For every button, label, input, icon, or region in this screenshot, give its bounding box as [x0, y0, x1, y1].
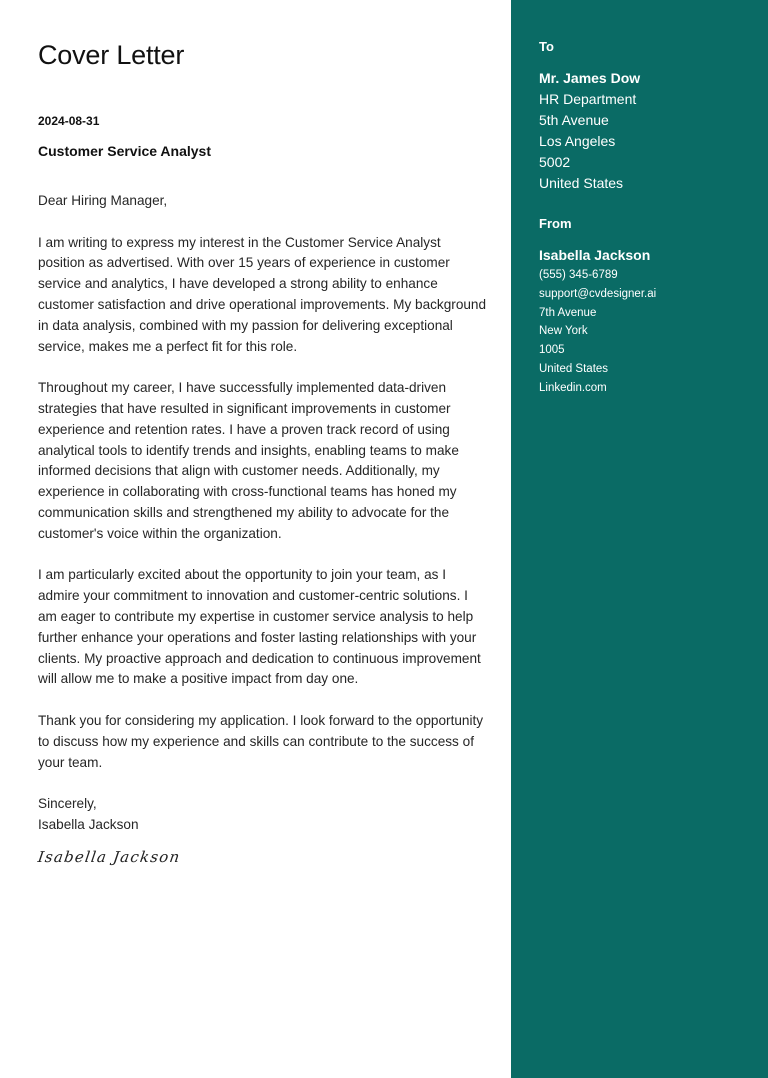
closing: Sincerely, [38, 796, 97, 812]
from-heading: From [539, 216, 572, 231]
letter-body [38, 191, 488, 836]
sender-phone: (555) 345-6789 [539, 269, 618, 281]
sender-city: New York [539, 325, 588, 338]
contact-sidebar [511, 0, 768, 1078]
sidebar-content [539, 38, 759, 398]
recipient-city: Los Angeles [539, 133, 616, 149]
sender-block [539, 215, 759, 398]
recipient-street: 5th Avenue [539, 112, 609, 128]
recipient-country: United States [539, 175, 624, 191]
body-paragraph: Thank you for considering my application. I look forward to the opportunity to discuss how my experience and skills can contribute to the success of your team. [38, 712, 484, 770]
job-title: Customer Service Analyst [38, 143, 211, 159]
body-paragraph: Throughout my career, I have successfully implemented data-driven strategies that have resulted in significant improvements in customer experience and retention rates. I have a proven track record of using analytical tools to identify trends and insights, enabling teams to make informed decisions that align with customer needs. Additionally, my experience in collaborating with cross-functional teams has honed my communication skills and strengthened my ability to advocate for the customer's voice within the organization. [38, 380, 459, 541]
closing-name: Isabella Jackson [38, 816, 139, 832]
page-title: Cover Letter [38, 40, 185, 70]
body-paragraph: I am writing to express my interest in the Customer Service Analyst position as advertised. With over 15 years of experience in customer service and analytics, I have developed a strong ability to enhance customer satisfaction and drive operational improvements. My background in data analysis, combined with my passion for delivering exceptional service, makes me a perfect fit for this role. [38, 234, 487, 354]
sender-linkedin: Linkedin.com [539, 381, 607, 394]
sender-name: Isabella Jackson [539, 247, 651, 263]
sender-street: 7th Avenue [539, 306, 597, 319]
to-heading: To [539, 39, 554, 54]
recipient-name: Mr. James Dow [539, 70, 641, 86]
sender-zip: 1005 [539, 344, 565, 357]
recipient-zip: 5002 [539, 154, 571, 170]
letter-date: 2024-08-31 [38, 114, 100, 128]
greeting: Dear Hiring Manager, [38, 193, 168, 208]
body-paragraph: I am particularly excited about the opportunity to join your team, as I admire your commitment to innovation and customer-centric solutions. I am eager to contribute my expertise in customer service analysis to help further enhance your operations and foster lasting relationships with your clients. My proactive approach and dedication to continuous improvement will allow me to make a positive impact from day one. [38, 567, 481, 687]
sender-email: support@cvdesigner.ai [539, 287, 657, 300]
handwritten-signature: Isabella Jackson [36, 848, 182, 866]
recipient-department: HR Department [539, 91, 637, 107]
sender-country: United States [539, 362, 609, 375]
